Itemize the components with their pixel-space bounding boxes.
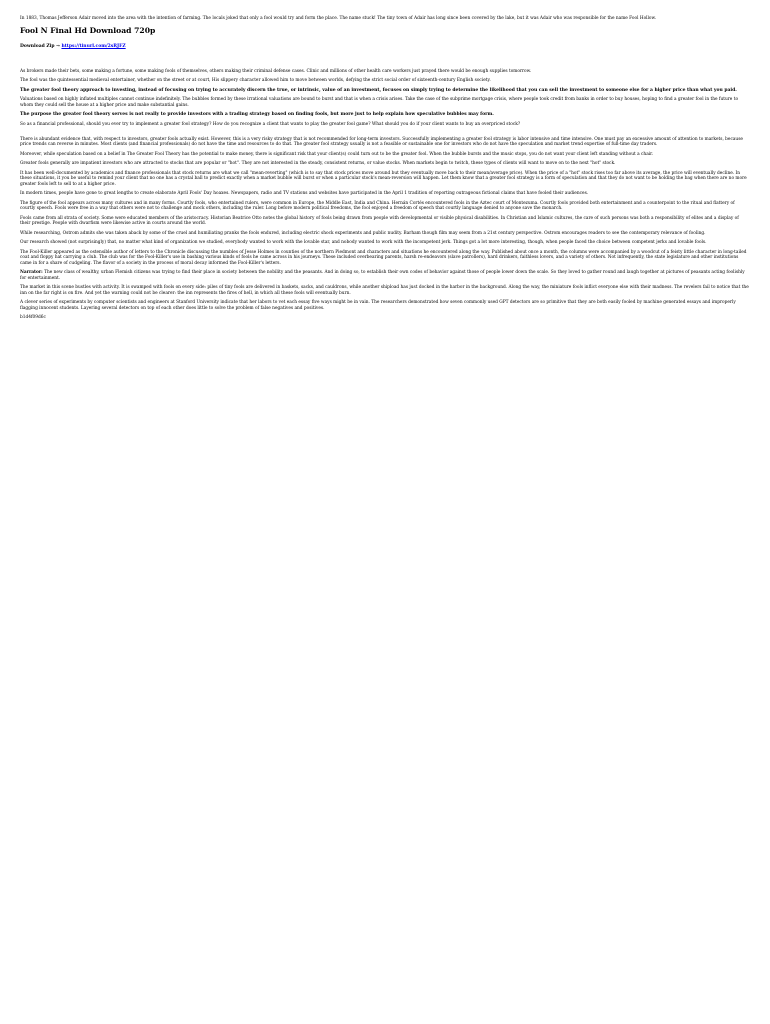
paragraph-16: The Fool-Killer appeared as the ostensible author of letters to the Chronicle discussing the numbles of Jesse Holmes in counties of the northern Piedmont and characters and situations he encountered along the way. Published about once a month, the columns were accompanied by a woodcut of a feisty little character in long-tailed coat and floppy hat carrying a club. The club was for the Fool-Killer's use in bashing various kinds of fools he came across in his journeys. These included overbearing parents, harsh re-endeavors (slave patrollers), hard drinkers, faithless lovers, and a variety of others. Not infrequently, the state legislature and other institutions came in for a share of cudgeling. The flavor of a society in the process of moral decay informed the Fool-Killer's letters. (20, 249, 747, 266)
paragraph-17 (20, 270, 750, 281)
paragraph-15: Our research showed (not surprisingly) that, no matter what kind of organization we studied, everybody wanted to work with the lovable star, and nobody wanted to work with the incompetent jerk. Things got a lot more interesting, though, when people faced the choice between competent jerks and lovable fools. (20, 240, 707, 246)
paragraph-5-bold: The purpose the greater fool theory serves is not really to provide investors with a trading strategy based on finding fools, but more just to help explain how speculative bubbles may form. (20, 112, 494, 118)
page-title: Fool N Final Hd Download 720p (20, 25, 156, 35)
spacer (20, 49, 750, 69)
paragraph-1: As brokers made their bets, some making a fortune, some making fools of themselves, others making their criminal defense cases. Clinic and millions of other health care workers just prayed there would be enough supplies tomorrow. (20, 68, 532, 74)
paragraph-8: Moreover, while speculation based on a belief in The Greater Fool Theory has the potential to make money, there is significant risk that your client(s) could turn out to be the greater fool. When the bubble bursts and the music stops, you do not want your client left standing without a chair. (20, 151, 654, 157)
paragraph-13: Fools came from all strata of society. Some were educated members of the aristocracy. Historian Beatrice Otto notes the global history of fools being drawn from people with developmental or visible physical disabilities. In Christian and Islamic cultures, the care of such persons was both a responsibility of elites and a display of their prestige. People with dwarfism were likewise active in courts around the world. (20, 215, 739, 227)
footer-id: b1d4f09d6c (20, 315, 46, 321)
narrator-text: The new class of wealthy, urban Flemish citizens was trying to find their place in society between the nobility and the peasants. And in doing so, to establish their own codes of behavior against those of people lower down the scale. So they loved to gather round and laugh together at pictures of peasants acting foolishly for entertainment. (20, 270, 745, 281)
intro-paragraph: In 1883, Thomas Jefferson Adair moved into the area with the intention of farming. The locals joked that only a fool would try and form the place. The name stuck! The tiny town of Adair has long since been covered by the lake, but it was Adair who was responsible for the name Fool Hollow. (20, 16, 657, 21)
paragraph-19: A clever series of experiments by computer scientists and engineers at Stanford University indicate that her labors to vet each essay five ways might be in vain. The researchers demonstrated how seven commonly used GPT detectors are so primitive that they are both easily fooled by machine generated essays and improperly flagging innocent students. Layering several detectors on top of each other does little to solve the problem of false negatives and positives. (20, 300, 736, 311)
paragraph-6: So as a financial professional, should you ever try to implement a greater fool strategy? How do you recognize a client that wants to play the greater fool game? What should you do if your client wants to buy an overpriced stock? (20, 121, 521, 127)
paragraph-11: In modern times, people have gone to great lengths to create elaborate April Fools' Day hoaxes. Newspapers, radio and TV stations and websites have participated in the April 1 tradition of reporting outrageous fictional claims that have fooled their audiences. (20, 191, 589, 197)
paragraph-12: The figure of the fool appears across many cultures and in many forms. Courtly fools, who entertained rulers, were common in Europe, the Middle East, India and China. Hernán Cortés encountered fools in the Aztec court of Montezuma. Courtly fools provided both entertainment and a counterpoint to the ritual and flattery of courtly speech. Fools were free in a way that others were not to challenge and mock others, including the ruler. Long before modern political freedoms, the fool enjoyed a freedom of speech that courtly language denied to anyone save the monarch. (20, 200, 735, 212)
paragraph-9: Greater fools generally are impatient investors who are attracted to stocks that are popular or "hot". They are not interested in the steady, consistent returns, or value stocks. When markets begin to twitch, these types of clients will want to move on to the next "hot" stock. (20, 161, 616, 167)
download-link[interactable]: https://tinurl.com/2sRJFZ (61, 43, 126, 49)
download-label: Download Zip → (20, 43, 60, 49)
paragraph-7: There is abundant evidence that, with respect to investors, greater fools actually exist. However, this is a very risky strategy that is not recommended for long-term investors. Successfully implementing a greater fool strategy is labor intensive and time intensive. One must pay an excessive amount of attention to markets, because price trends can reverse in minutes. Most clients (and financial professionals) do not have the time and resources to do that. The greater fool strategy usually is not a feasible or sustainable one for investors who do not have the speculation and market trend expertise of full-time day traders. (20, 136, 743, 147)
paragraph-10: It has been well-documented by academics and finance professionals that stock returns are what we call "mean-reverting" (which is to say that stock prices move around but they eventually move back to their mean/average price). When the price of a "hot" stock rises too far above its average, the price will eventually decline. In these situations, it you be useful to remind your client that no one has a crystal ball to predict exactly when a market bubble will burst or when a particular stock's mean-reversion will happen. Let them know that a greater fool strategy is a form of speculation and that they do not want to be holding the bag when there are no more greater fools left to sell to at a higher price. (20, 170, 747, 187)
document-page (0, 0, 770, 321)
paragraph-2: The fool was the quintessential medieval entertainer, whether on the street or at court, His slippery character allowed him to move between worlds, defying the strict social order of sixteenth-century English society. (20, 78, 491, 84)
paragraph-14: While researching, Ostrom admits she was taken aback by some of the cruel and humiliating pranks the fools endured, including electric shock experiments and public nudity. Barham though film may seem from a 21st century perspective. Ostrom encourages readers to see the contemporary relevance of fooling. (20, 230, 706, 236)
narrator-label: Narrator: (20, 270, 43, 276)
paragraph-3-bold: The greater fool theory approach to investing, instead of focusing on trying to accurately discern the true, or intrinsic, value of an investment, focuses on simply trying to determine the likelihood that you can sell the investment to someone else for a higher price than what you paid. (20, 87, 737, 93)
paragraph-4: Valuations based on highly inflated multiples cannot continue indefinitely. The bubbles formed by these irrational valuations are bound to burst and that is when a crisis arises. Take the case of the subprime mortgage crisis, where people took credit from banks in order to buy houses, hoping to find a greater fool in the future to whom they could sell the house at a higher price and make substantial gains. (20, 97, 739, 108)
paragraph-18: The market in this scene bustles with activity. It is swamped with fools on every side: piles of tiny fools are delivered in baskets, sacks, and cauldrons, while another shipload has just docked in the harbor in the background. Along the way, the miniature fools inflict everyone else with their madness. The revelers fail to notice that the inn on the far right is on fire. And yet the warning could not be clearer: the inn represents the fires of hell, in which all these fools will eventually burn. (20, 285, 749, 296)
